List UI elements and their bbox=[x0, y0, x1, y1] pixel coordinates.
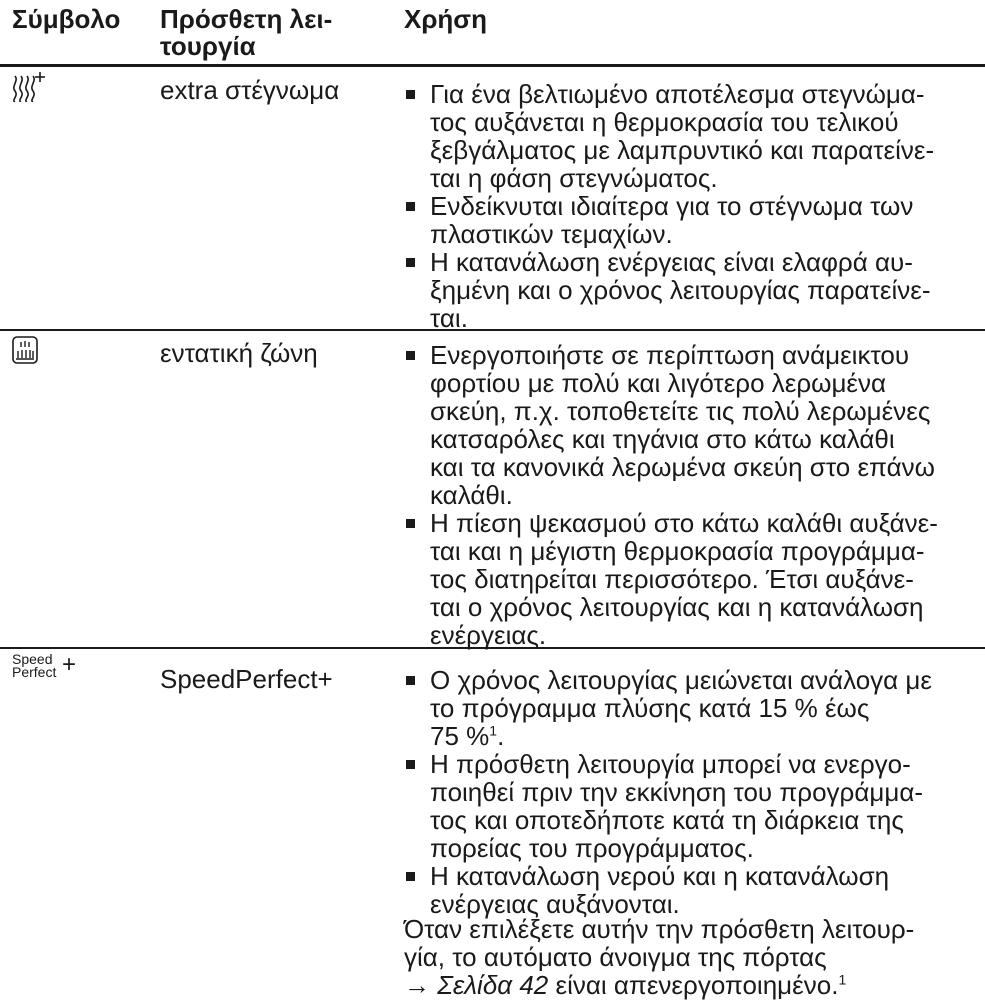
table-header bbox=[0, 0, 985, 67]
list-item: Η κατανάλωση νερού και η κατανάλωση ενέργειας αυξάνονται. bbox=[404, 862, 979, 918]
arrow-icon: → bbox=[404, 970, 430, 1000]
speed-label: Speed bbox=[12, 651, 53, 667]
extra-dry-icon bbox=[12, 72, 46, 107]
note-line-1: Όταν επιλέξετε αυτήν την πρόσθετη λειτουρ- bbox=[404, 914, 915, 944]
note-end: είναι απενεργοποιημένο. bbox=[548, 970, 839, 1000]
auto-door-note bbox=[404, 915, 979, 999]
list-item: Ενεργοποιήστε σε περίπτωση ανάμεικτου φορτίου με πολύ και λιγότερο λερωμένα σκεύη, π.χ. τοποθετείτε τις πολύ λερωμένες κατσαρόλες και τηγάνια στο κάτω καλάθι και τα κανονικά λερωμένα σκεύη στο επάνω καλάθι. bbox=[404, 341, 979, 509]
plus-label: + bbox=[62, 651, 77, 678]
perfect-label: Perfect bbox=[12, 664, 57, 680]
note-line-3 bbox=[404, 971, 979, 999]
function-extra-dry: extra στέγνωμα bbox=[160, 75, 340, 105]
function-intensive-zone: εντατική ζώνη bbox=[160, 338, 318, 368]
list-item: Η πίεση ψεκασμού στο κάτω καλάθι αυξάνε- ται και η μέγιστη θερμοκρασία προγράμμα- τος διατηρείται περισσότερο. Έτσι αυξάνε- ται ο χρόνος λειτουργίας και η κατανάλωση ενέργειας. bbox=[404, 509, 979, 649]
row-divider bbox=[0, 647, 985, 649]
header-symbol: Σύμβολο bbox=[12, 4, 121, 34]
list-item: Η πρόσθετη λειτουργία μπορεί να ενεργο- ποιηθεί πριν την εκκίνηση του προγράμμα- τος και οποτεδήποτε κατά τη διάρκεια της πορείας του προγράμματος. bbox=[404, 750, 979, 862]
list-item: Για ένα βελτιωμένο αποτέλεσμα στεγνώμα- τος αυξάνεται η θερμοκρασία του τελικού ξεβγάλματος με λαμπρυντικό και παρατείνε- ται η φάση στεγνώματος. bbox=[404, 80, 979, 192]
usage-list-extra-dry bbox=[404, 80, 979, 332]
list-item-text: Ο χρόνος λειτουργίας μειώνεται ανάλογα με το πρόγραμμα πλύσης κατά 15 % έως 75 % bbox=[430, 665, 932, 751]
footnote-marker: 1 bbox=[489, 722, 498, 739]
list-item: Η κατανάλωση ενέργειας είναι ελαφρά αυ- ξημένη και ο χρόνος λειτουργίας παρατείνε- ται. bbox=[404, 248, 979, 332]
list-item-end: . bbox=[497, 721, 505, 751]
row-divider bbox=[0, 329, 985, 331]
header-usage: Χρήση bbox=[404, 4, 487, 34]
list-item bbox=[404, 666, 979, 750]
function-speed-perfect: SpeedPerfect+ bbox=[160, 664, 333, 694]
footnote-marker: 1 bbox=[838, 971, 847, 988]
speed-perfect-icon bbox=[12, 652, 92, 688]
list-item: Ενδείκνυται ιδιαίτερα για το στέγνωμα των πλαστικών τεμαχίων. bbox=[404, 192, 979, 248]
usage-list-speed-perfect bbox=[404, 666, 979, 918]
header-function-2: τουργία bbox=[160, 31, 256, 61]
intensive-zone-icon bbox=[12, 336, 38, 369]
page-reference-link[interactable]: Σελίδα 42 bbox=[437, 970, 549, 1000]
note-line-2: γία, το αυτόματο άνοιγμα της πόρτας bbox=[404, 942, 827, 972]
header-function-1: Πρόσθετη λει- bbox=[160, 4, 333, 34]
usage-list-intensive-zone bbox=[404, 341, 979, 649]
